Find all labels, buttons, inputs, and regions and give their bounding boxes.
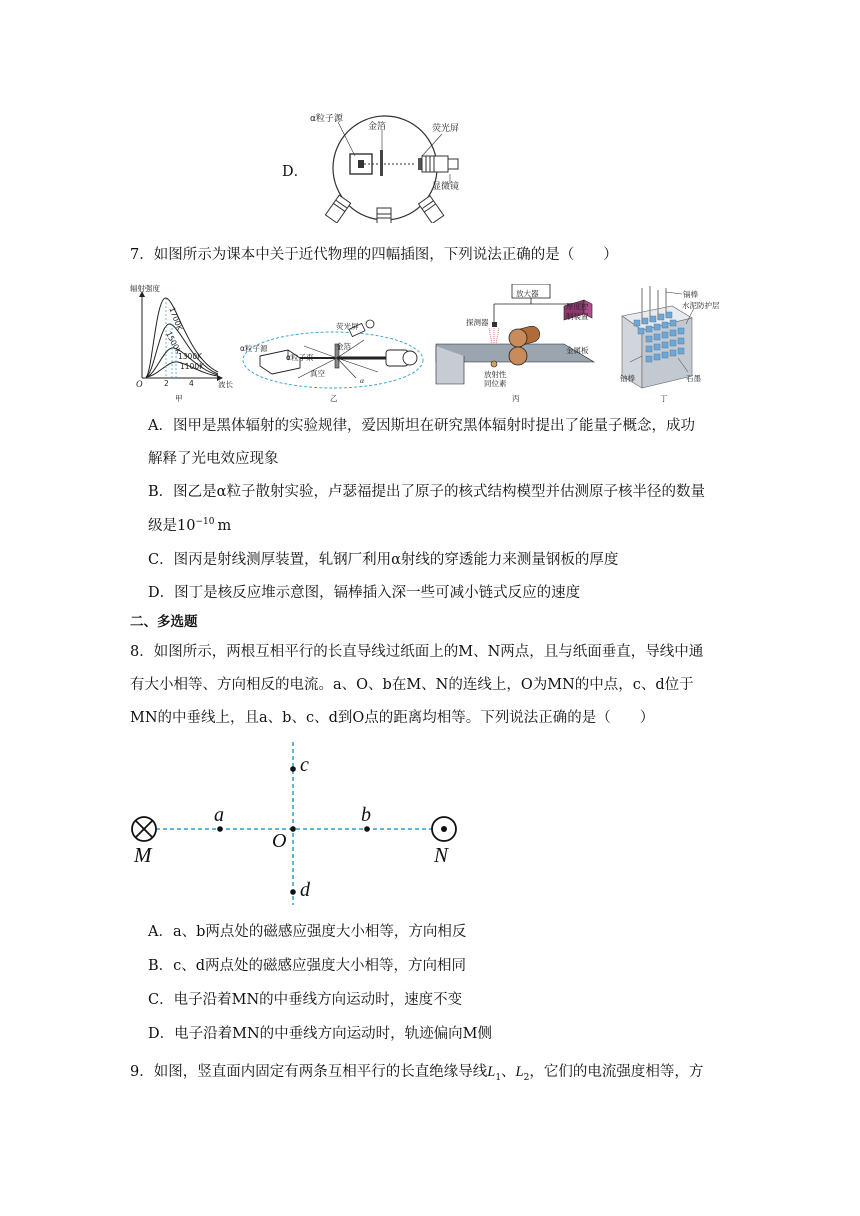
q8-option-a: A．a、b两点处的磁感应强度大小相等，方向相反 (148, 924, 467, 940)
q7-option-c: C．图丙是射线测厚装置，轧钢厂利用α射线的穿透能力来测量钢板的厚度 (148, 552, 619, 568)
q8-point-a: a (214, 804, 224, 826)
q7-option-a-cont: 解释了光电效应现象 (148, 451, 279, 467)
q8-option-c: C．电子沿着MN的中垂线方向运动时，速度不变 (148, 992, 463, 1008)
q7-option-b-cont (148, 517, 231, 535)
q7-yi-source: α粒子源 (240, 344, 268, 353)
q6-label-alpha-source: α粒子源 (310, 114, 343, 124)
q7-bing-detector: 探测器 (466, 318, 489, 327)
q7-yi-caption: 乙 (330, 394, 338, 403)
q8-stem-line1: 8．如图所示，两根互相平行的长直导线过纸面上的M、N两点，且与纸面垂直，导线中通 (130, 644, 704, 660)
q7-jia-curve-1500: 1500K (164, 330, 184, 356)
q7-jia-tick-4: 4 (189, 379, 194, 388)
q6-label-microscope: 显微镜 (432, 182, 460, 192)
q7-option-b-unit: m (217, 517, 232, 534)
q8-point-m: M (134, 843, 152, 867)
q7-yi-foil: 金箔 (336, 342, 351, 351)
q8-option-d: D．电子沿着MN的中垂线方向运动时，轨迹偏向M侧 (148, 1026, 493, 1042)
q8-point-b: b (361, 804, 371, 826)
q7-jia-tick-2: 2 (164, 379, 169, 388)
q7-ding-caption: 丁 (660, 394, 668, 403)
q8-point-d: d (300, 879, 310, 901)
q7-stem: 7．如图所示为课本中关于近代物理的四幅插图，下列说法正确的是（ ） (130, 247, 618, 263)
q7-option-b: B．图乙是α粒子散射实验，卢瑟福提出了原子的核式结构模型并估测原子核半径的数量 (148, 484, 705, 500)
q7-jia-caption: 甲 (175, 394, 183, 403)
q7-ding-graphite: 石墨 (686, 374, 701, 383)
q6-label-screen: 荧光屏 (432, 124, 460, 134)
q7-option-b-power: 10 (177, 517, 196, 534)
q7-option-d: D．图丁是核反应堆示意图，镉棒插入深一些可减小链式反应的速度 (148, 585, 581, 601)
q8-point-c: c (300, 754, 309, 776)
q8-point-n: N (434, 843, 449, 867)
q9-l2-sub: 2 (523, 1072, 530, 1083)
q9-l1: L (487, 1064, 496, 1080)
q7-option-b-prefix: 级是 (148, 517, 177, 534)
q6-label-gold-foil: 金箔 (368, 122, 387, 132)
q7-jia-curve-1700: 1700K (167, 306, 185, 332)
q8-figure (128, 740, 468, 910)
q7-bing-caption: 丙 (512, 394, 520, 403)
q7-jia-xlabel: 波长 (218, 380, 233, 389)
q8-stem-line2: 有大小相等、方向相反的电流。a、O、b在M、N的连线上，O为MN的中点，c、d位于 (130, 677, 694, 693)
q7-ding-rod: 镉棒 (683, 290, 698, 299)
q7-fig-bing (434, 284, 599, 388)
section-title-multi-choice: 二、多选题 (130, 614, 198, 630)
q7-yi-vacuum: 真空 (310, 369, 325, 378)
q7-ding-uranium: 铀棒 (620, 374, 635, 383)
q9-stem (130, 1064, 703, 1084)
q7-option-b-exponent: −10 (195, 517, 215, 527)
q7-yi-alpha: α (360, 376, 364, 385)
q7-bing-amplifier: 放大器 (516, 289, 539, 298)
q8-point-o: O (272, 830, 287, 852)
q8-option-b: B．c、d两点处的磁感应强度大小相等，方向相同 (148, 958, 467, 974)
q7-bing-controller: 厚度控 制装置 (566, 302, 589, 321)
q7-bing-isotope: 放射性 同位素 (484, 370, 507, 388)
q9-stem-tail: ，它们的电流强度相等，方 (529, 1064, 704, 1080)
q9-separator: 、 (501, 1064, 516, 1080)
q6-option-d-label: D． (282, 164, 309, 180)
q7-jia-curve-1100: 1100K (180, 362, 205, 371)
q7-ding-concrete: 水泥防护层 (682, 301, 720, 310)
q7-yi-screen: 荧光屏 (336, 322, 359, 331)
q7-option-a: A．图甲是黑体辐射的实验规律，爱因斯坦在研究黑体辐射时提出了能量子概念，成功 (148, 418, 695, 434)
q9-l2: L (515, 1064, 524, 1080)
q7-jia-curve-1300: 1300K (178, 352, 203, 361)
q7-fig-yi (238, 318, 428, 393)
q7-yi-beam: α粒子束 (286, 353, 314, 362)
q7-jia-ylabel: 辐射强度 (130, 284, 160, 293)
q7-jia-origin: O (136, 379, 143, 389)
q9-l1-sub: 1 (495, 1072, 502, 1083)
q9-stem-head: 9．如图，竖直面内固定有两条互相平行的长直绝缘导线 (130, 1064, 488, 1080)
q7-bing-plate: 金属板 (566, 346, 589, 355)
q8-stem-line3: MN的中垂线上，且a、b、c、d到O点的距离均相等。下列说法正确的是（ ） (130, 710, 655, 726)
